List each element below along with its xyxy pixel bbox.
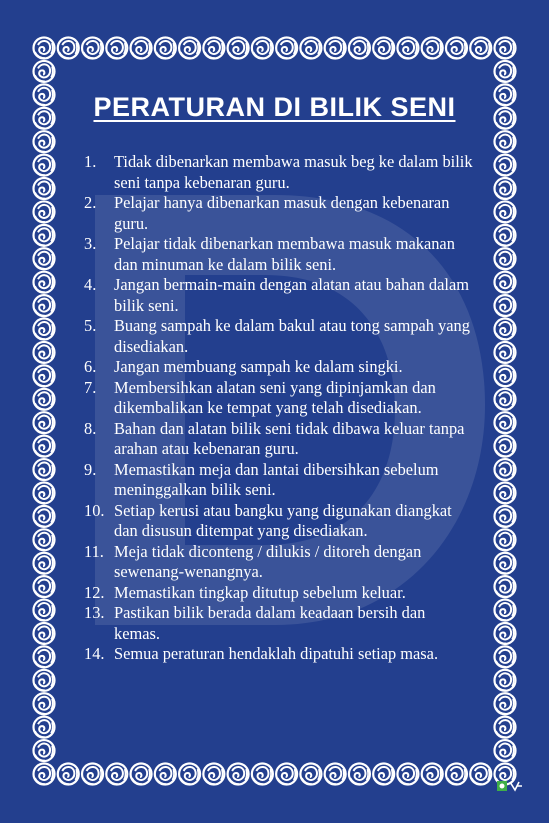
publisher-logo-icon — [497, 780, 523, 792]
rule-text: Tidak dibenarkan membawa masuk beg ke dalam bilik seni tanpa kebenaran guru. — [114, 152, 473, 192]
rule-item — [84, 275, 474, 316]
rule-number: 7. — [84, 377, 97, 397]
rule-item — [84, 357, 474, 378]
page-title — [0, 92, 549, 123]
rule-number: 5. — [84, 316, 97, 335]
rule-text: Memastikan tingkap ditutup sebelum keluar. — [114, 582, 406, 602]
rule-number: 11. — [84, 541, 104, 561]
rule-number: 12. — [84, 582, 105, 602]
rule-text: Meja tidak diconteng / dilukis / ditoreh dengan sewenang-wenangnya. — [114, 541, 422, 581]
rule-number: 8. — [84, 418, 97, 438]
rule-number: 10. — [84, 500, 105, 520]
rule-item — [84, 419, 474, 460]
rule-number: 2. — [84, 193, 97, 212]
rule-text: Bahan dan alatan bilik seni tidak dibawa keluar tanpa arahan atau kebenaran guru. — [114, 418, 465, 458]
rule-item — [84, 501, 474, 542]
rule-text: Pastikan bilik berada dalam keadaan bersih dan kemas. — [114, 603, 426, 643]
rule-item — [84, 460, 474, 501]
rule-number: 4. — [84, 275, 97, 294]
rule-number: 1. — [84, 152, 97, 171]
rule-number: 6. — [84, 357, 97, 376]
rule-text: Jangan membuang sampah ke dalam singki. — [114, 357, 403, 376]
rule-text: Buang sampah ke dalam bakul atau tong sampah yang disediakan. — [114, 316, 470, 356]
rule-number: 13. — [84, 603, 105, 622]
rule-text: Semua peraturan hendaklah dipatuhi setiap masa. — [114, 644, 439, 663]
rules-list — [84, 152, 474, 665]
rule-text: Pelajar tidak dibenarkan membawa masuk makanan dan minuman ke dalam bilik seni. — [114, 234, 455, 274]
rule-item — [84, 234, 474, 275]
rule-item — [84, 583, 474, 604]
rule-item — [84, 193, 474, 234]
rule-item — [84, 316, 474, 357]
rule-text: Setiap kerusi atau bangku yang digunakan diangkat dan disusun ditempat yang disediakan. — [114, 500, 452, 540]
rule-number: 3. — [84, 234, 97, 253]
rule-item — [84, 152, 474, 193]
rule-text: Jangan bermain-main dengan alatan atau bahan dalam bilik seni. — [114, 275, 469, 315]
rule-number: 9. — [84, 459, 97, 479]
rule-item — [84, 603, 474, 644]
rule-item — [84, 542, 474, 583]
page-title-text: PERATURAN DI BILIK SENI — [93, 92, 456, 122]
rule-text: Pelajar hanya dibenarkan masuk dengan kebenaran guru. — [114, 193, 450, 233]
rule-item — [84, 644, 474, 665]
rule-number: 14. — [84, 644, 105, 663]
rule-text: Memastikan meja dan lantai dibersihkan sebelum meninggalkan bilik seni. — [114, 459, 439, 499]
rule-item — [84, 378, 474, 419]
rule-text: Membersihkan alatan seni yang dipinjamkan dan dikembalikan ke tempat yang telah disediakan. — [114, 377, 436, 417]
